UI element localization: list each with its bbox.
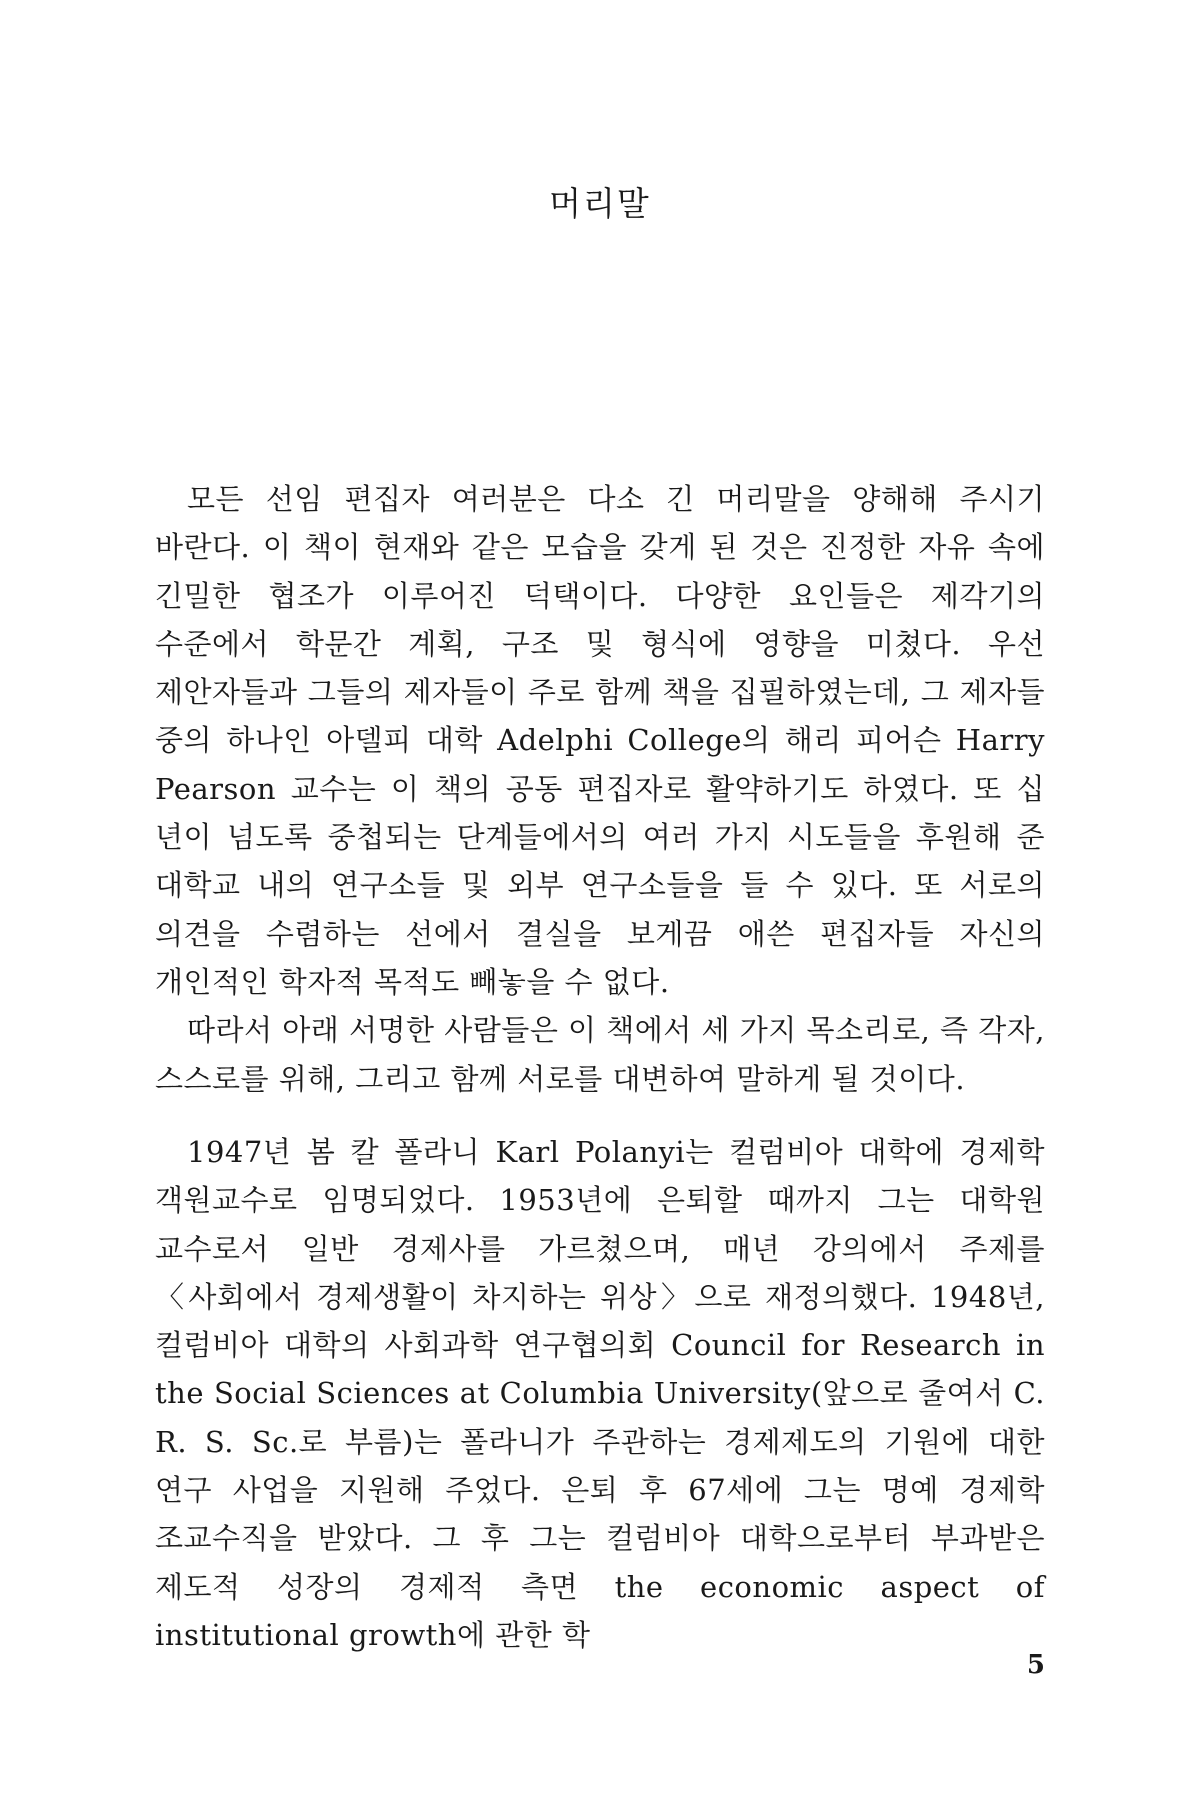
paragraph: 따라서 아래 서명한 사람들은 이 책에서 세 가지 목소리로, 즉 각자, 스스로를 위해, 그리고 함께 서로를 대변하여 말하게 될 것이다. (155, 1013, 1045, 1096)
paragraph: 모든 선임 편집자 여러분은 다소 긴 머리말을 양해해 주시기 바란다. 이 책이 현재와 같은 모습을 갖게 된 것은 진정한 자유 속에 긴밀한 협조가 이루어진 덕택이다. 다양한 요인들은 제각기의 수준에서 학문간 계획, 구조 및 형식에 영향을 미쳤다. 우선 제안자들과 그들의 제자들이 주로 함께 책을 집필하였는데, 그 제자들 중의 하나인 아델피 대학 Adelphi College의 해리 피어슨 Harry Pearson 교수는 이 책의 공동 편집자로 활약하기도 하였다. 또 십 년이 넘도록 중첩되는 단계들에서의 여러 가지 시도들을 후원해 준 대학교 내의 연구소들 및 외부 연구소들을 들 수 있다. 또 서로의 의견을 수렴하는 선에서 결실을 보게끔 애쓴 편집자들 자신의 개인적인 학자적 목적도 빼놓을 수 없다. (155, 482, 1045, 999)
preface-section-1 (155, 475, 1045, 1103)
preface-section-2 (155, 1128, 1045, 1659)
page-number: 5 (1026, 1650, 1045, 1680)
page-title: 머리말 (549, 184, 651, 223)
paragraph: 1947년 봄 칼 폴라니 Karl Polanyi는 컬럼비아 대학에 경제학 객원교수로 임명되었다. 1953년에 은퇴할 때까지 그는 대학원 교수로서 일반 경제사를 가르쳤으며, 매년 강의에서 주제를 〈사회에서 경제생활이 차지하는 위상〉으로 재정의했다. 1948년, 컬럼비아 대학의 사회과학 연구협의회 Council for Research in the Social Sciences at Columbia University(앞으로 줄여서 C. R. S. Sc.로 부름)는 폴라니가 주관하는 경제제도의 기원에 대한 연구 사업을 지원해 주었다. 은퇴 후 67세에 그는 명예 경제학 조교수직을 받았다. 그 후 그는 컬럼비아 대학으로부터 부과받은 제도적 성장의 경제적 측면 the economic aspect of institutional growth에 관한 학 (155, 1135, 1045, 1652)
